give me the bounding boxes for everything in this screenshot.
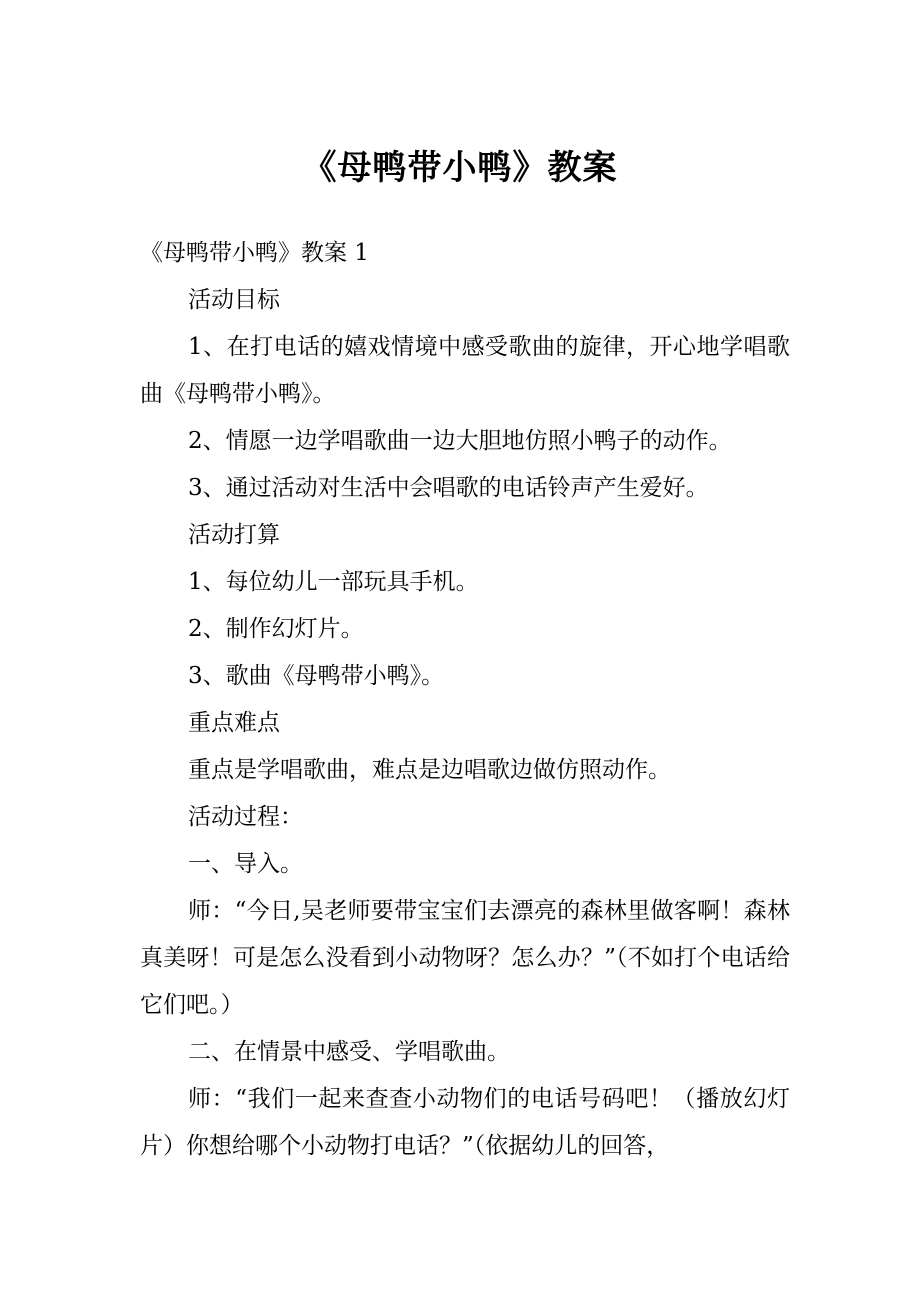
paragraph-plan-2: 2、制作幻灯片。 xyxy=(188,616,364,642)
paragraph-teacher-dialogue-2: 师：“我们一起来查查小动物们的电话号码吧！（播放幻灯片）你想给哪个小动物打电话？”（依据幼儿的回答， xyxy=(140,1086,790,1159)
paragraph-activity-process: 活动过程： xyxy=(188,804,303,830)
paragraph-plan-1: 1、每位幼儿一部玩具手机。 xyxy=(188,569,479,595)
paragraph-activity-plan: 活动打算 xyxy=(188,522,280,548)
paragraph-step-1: 一、导入。 xyxy=(188,851,303,877)
paragraph-key-points-text: 重点是学唱歌曲，难点是边唱歌边做仿照动作。 xyxy=(188,757,671,783)
document-title: 《母鸭带小鸭》教案 xyxy=(302,148,618,188)
paragraph-key-points: 重点难点 xyxy=(188,710,280,736)
paragraph-goal-2: 2、情愿一边学唱歌曲一边大胆地仿照小鸭子的动作。 xyxy=(188,428,732,454)
paragraph-step-2: 二、在情景中感受、学唱歌曲。 xyxy=(188,1039,510,1065)
paragraph-goal-1: 1、在打电话的嬉戏情境中感受歌曲的旋律，开心地学唱歌曲《母鸭带小鸭》。 xyxy=(140,334,790,407)
paragraph-goal-3: 3、通过活动对生活中会唱歌的电话铃声产生爱好。 xyxy=(188,475,709,501)
paragraph-activity-goal: 活动目标 xyxy=(188,287,280,313)
section-heading: 《母鸭带小鸭》教案 1 xyxy=(140,240,369,266)
paragraph-plan-3: 3、歌曲《母鸭带小鸭》。 xyxy=(188,663,445,689)
document-body xyxy=(140,230,790,1170)
paragraph-teacher-dialogue-1: 师：“今日,吴老师要带宝宝们去漂亮的森林里做客啊！森林真美呀！可是怎么没看到小动物呀？怎么办？”（不如打个电话给它们吧。） xyxy=(140,898,790,1018)
